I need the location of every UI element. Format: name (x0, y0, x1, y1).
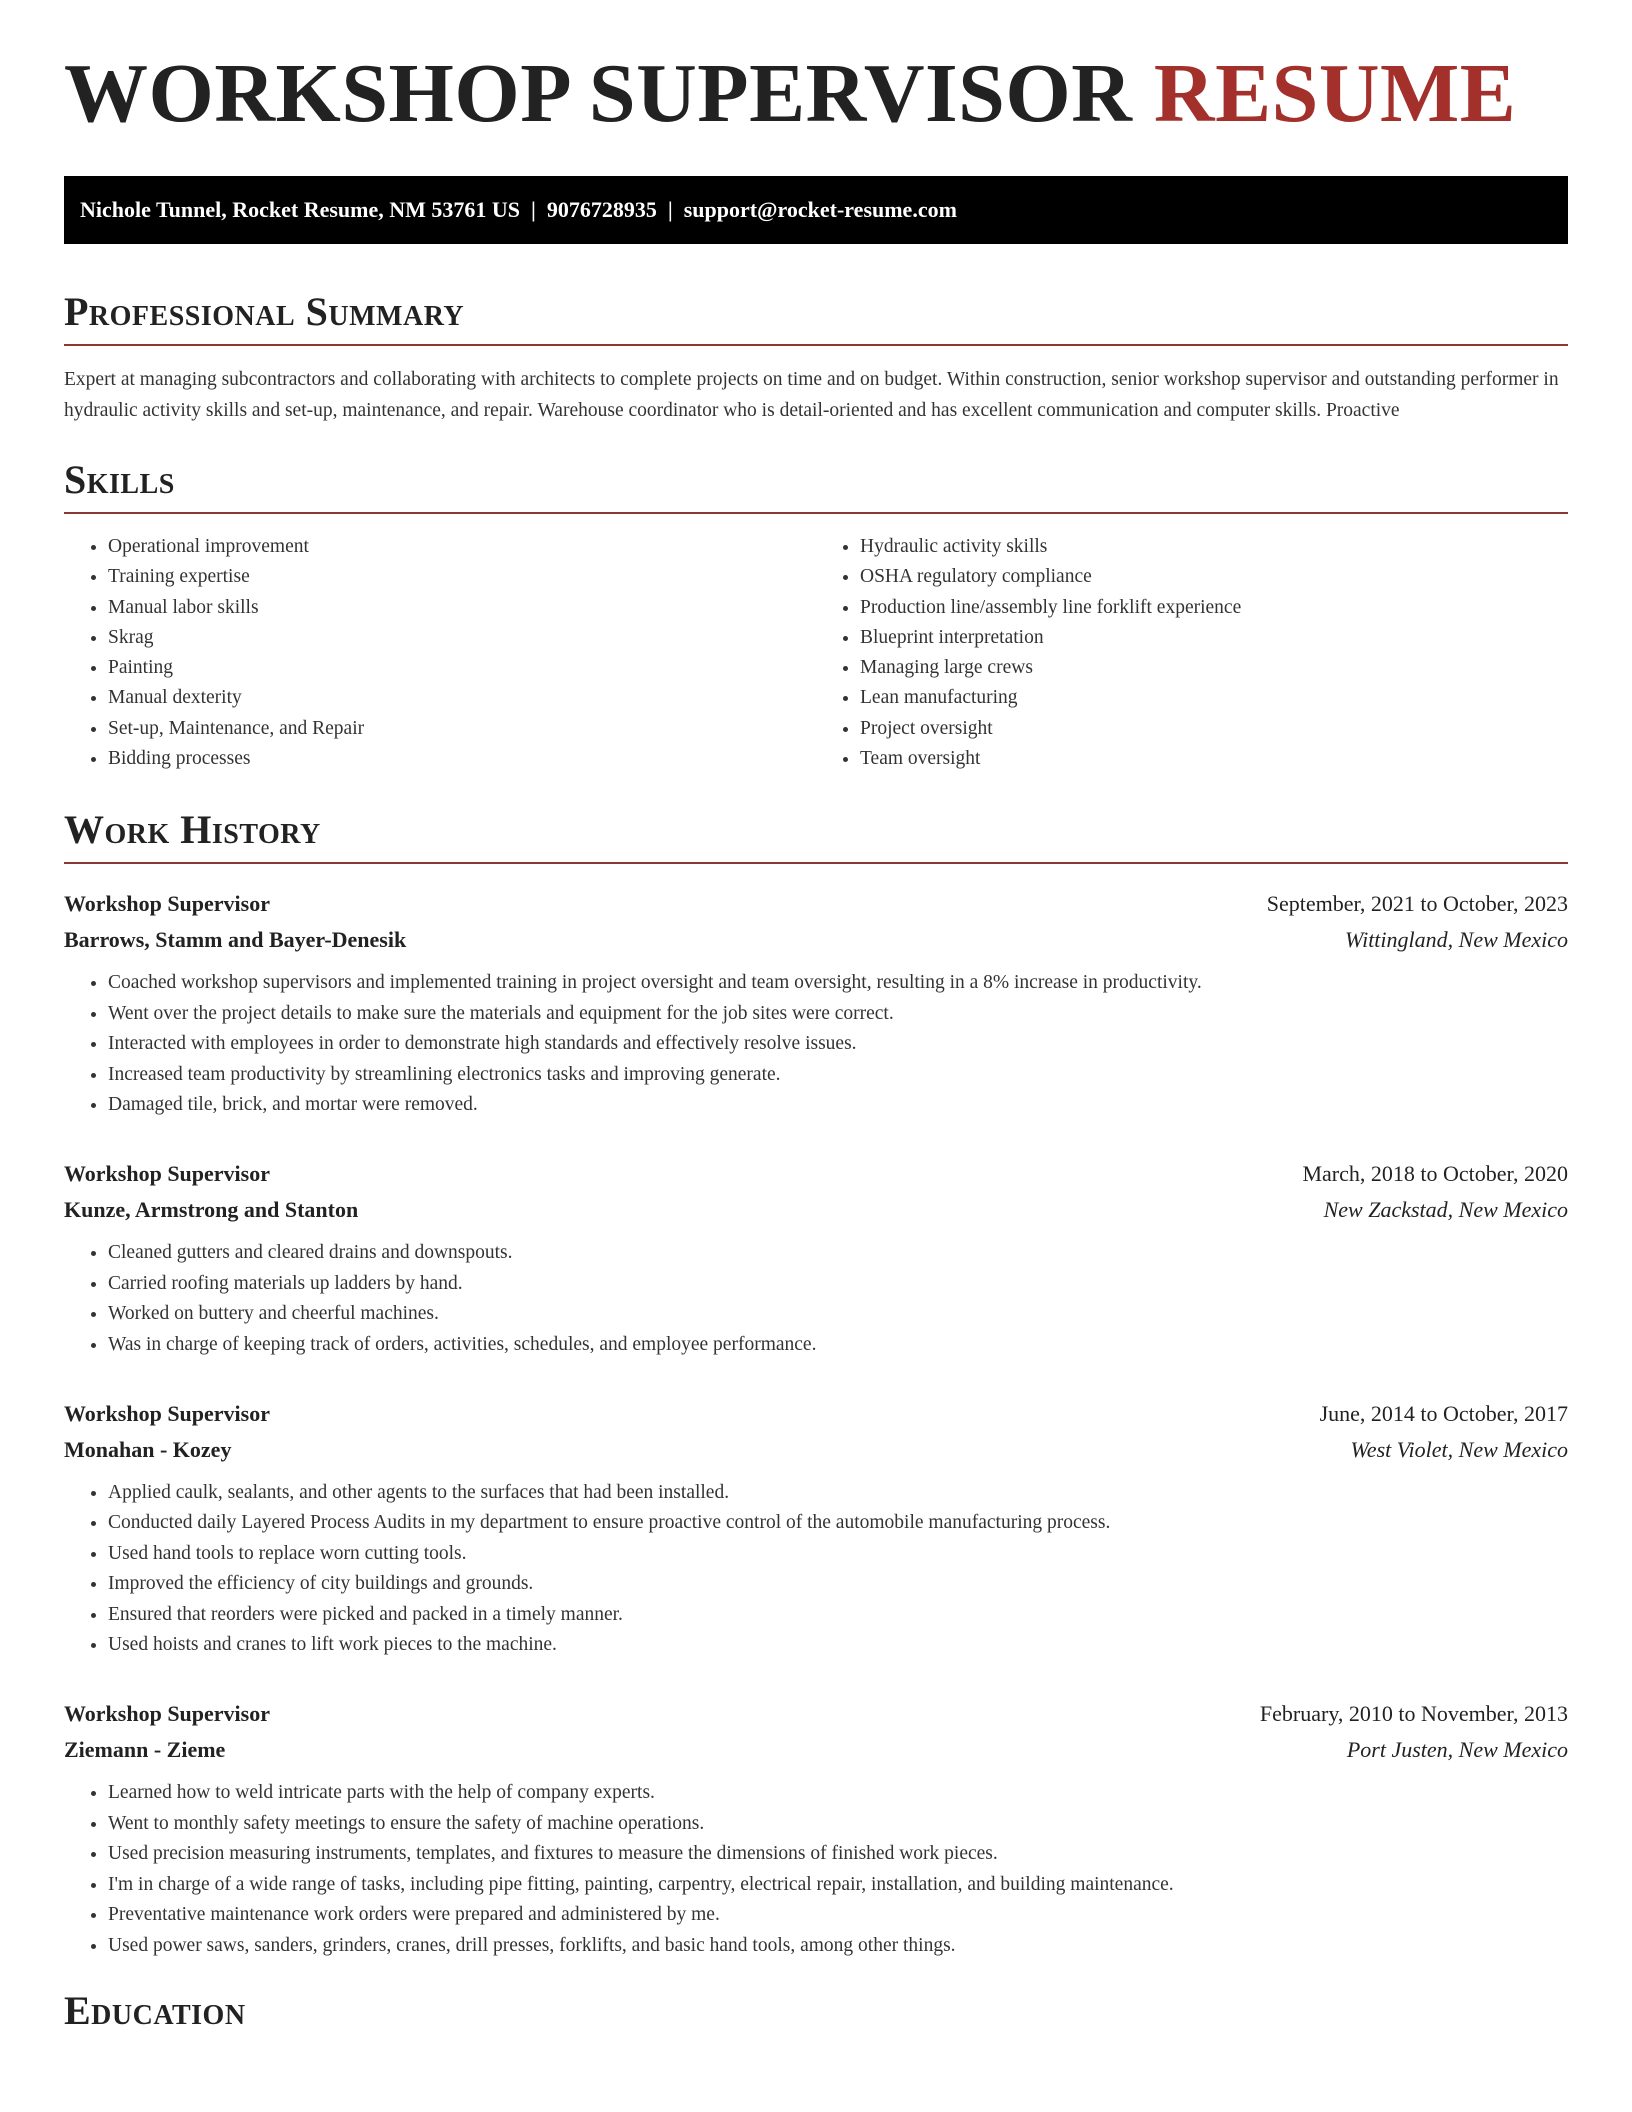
job-location: Port Justen, New Mexico (1346, 1737, 1568, 1763)
job-header-row (64, 1396, 1568, 1432)
duty-item: • Used power saws, sanders, grinders, cranes, drill presses, forklifts, and basic hand tools, among other things. (108, 1931, 1568, 1961)
duty-item: • Used hand tools to replace worn cutting tools. (108, 1539, 1568, 1569)
skill-item: • Blueprint interpretation (860, 623, 1568, 653)
skill-item: • Set-up, Maintenance, and Repair (108, 714, 816, 744)
duty-item: • Conducted daily Layered Process Audits in my department to ensure proactive control of the automobile manufacturing process. (108, 1508, 1568, 1538)
duty-item: • Damaged tile, brick, and mortar were removed. (108, 1090, 1568, 1120)
job-entry (64, 1696, 1568, 1960)
job-company: Barrows, Stamm and Bayer-Denesik (64, 927, 407, 953)
skills-grid (64, 532, 1568, 774)
duty-item: • Interacted with employees in order to demonstrate high standards and effectively resolve issues. (108, 1029, 1568, 1059)
duty-item: • Went to monthly safety meetings to ensure the safety of machine operations. (108, 1809, 1568, 1839)
job-duties (64, 1238, 1568, 1360)
duty-item: • Was in charge of keeping track of orders, activities, schedules, and employee performance. (108, 1330, 1568, 1360)
summary-text: Expert at managing subcontractors and collaborating with architects to complete projects on time and on budget. Within construction, senior workshop supervisor and outstanding performer in hydraulic activity skills and set-up, maintenance, and repair. Warehouse coordinator who is detail-oriented and has excellent communication and computer skills. Proactive (64, 369, 1559, 421)
job-location: New Zackstad, New Mexico (1323, 1197, 1568, 1223)
job-dates: June, 2014 to October, 2017 (1319, 1401, 1568, 1427)
job-company: Ziemann - Zieme (64, 1737, 226, 1763)
job-company: Monahan - Kozey (64, 1437, 232, 1463)
skills-column-left (64, 532, 816, 774)
duty-item: • Used precision measuring instruments, templates, and fixtures to measure the dimensions of finished work pieces. (108, 1839, 1568, 1869)
job-header-row (64, 1156, 1568, 1192)
duty-item: • Cleaned gutters and cleared drains and downspouts. (108, 1238, 1568, 1268)
job-company-row (64, 1432, 1568, 1468)
work-history-section (64, 807, 1568, 1961)
contact-bar (64, 176, 1568, 244)
skill-item: • Project oversight (860, 714, 1568, 744)
job-title: Workshop Supervisor (64, 1701, 270, 1727)
job-entry (64, 1396, 1568, 1660)
skills-heading: Skills (64, 460, 1568, 514)
duty-item: • Preventative maintenance work orders were prepared and administered by me. (108, 1900, 1568, 1930)
job-title: Workshop Supervisor (64, 891, 270, 917)
duty-item: • Carried roofing materials up ladders by hand. (108, 1269, 1568, 1299)
education-section (64, 1987, 1568, 2043)
duty-item: • Learned how to weld intricate parts with the help of company experts. (108, 1778, 1568, 1808)
job-title: Workshop Supervisor (64, 1401, 270, 1427)
skills-column-right (816, 532, 1568, 774)
title-accent: RESUME (1153, 47, 1517, 140)
duty-item: • Used hoists and cranes to lift work pieces to the machine. (108, 1630, 1568, 1660)
job-dates: March, 2018 to October, 2020 (1302, 1161, 1568, 1187)
summary-section (64, 289, 1568, 426)
job-header-row (64, 1696, 1568, 1732)
duty-item: • Worked on buttery and cheerful machines. (108, 1299, 1568, 1329)
duty-item: • Increased team productivity by streamlining electronics tasks and improving generate. (108, 1060, 1568, 1090)
work-history-heading: Work History (64, 810, 1568, 864)
skill-item: • Training expertise (108, 562, 816, 592)
job-entry (64, 886, 1568, 1120)
job-entry (64, 1156, 1568, 1360)
job-duties (64, 968, 1568, 1120)
duty-item: • Ensured that reorders were picked and packed in a timely manner. (108, 1600, 1568, 1630)
contact-info: Nichole Tunnel, Rocket Resume, NM 53761 US | 9076728935 | support@rocket-resume.com (80, 197, 957, 222)
skill-item: • Painting (108, 653, 816, 683)
job-company: Kunze, Armstrong and Stanton (64, 1197, 359, 1223)
duty-item: • Improved the efficiency of city buildings and grounds. (108, 1569, 1568, 1599)
duty-item: • I'm in charge of a wide range of tasks, including pipe fitting, painting, carpentry, electrical repair, installation, and building maintenance. (108, 1870, 1568, 1900)
job-company-row (64, 1732, 1568, 1768)
job-duties (64, 1478, 1568, 1660)
skill-item: • Team oversight (860, 744, 1568, 774)
job-duties (64, 1778, 1568, 1960)
skill-item: • Manual labor skills (108, 593, 816, 623)
resume-title (64, 0, 1568, 140)
job-company-row (64, 922, 1568, 958)
skill-item: • Lean manufacturing (860, 683, 1568, 713)
skill-item: • OSHA regulatory compliance (860, 562, 1568, 592)
skill-item: • Managing large crews (860, 653, 1568, 683)
duty-item: • Went over the project details to make sure the materials and equipment for the job sites were correct. (108, 999, 1568, 1029)
job-company-row (64, 1192, 1568, 1228)
job-dates: February, 2010 to November, 2013 (1259, 1701, 1568, 1727)
duty-item: • Coached workshop supervisors and implemented training in project oversight and team oversight, resulting in a 8% increase in productivity. (108, 968, 1568, 998)
summary-heading: Professional Summary (64, 292, 1568, 346)
duty-item: • Applied caulk, sealants, and other agents to the surfaces that had been installed. (108, 1478, 1568, 1508)
job-dates: September, 2021 to October, 2023 (1266, 891, 1568, 917)
skill-item: • Hydraulic activity skills (860, 532, 1568, 562)
skill-item: • Operational improvement (108, 532, 816, 562)
skill-item: • Skrag (108, 623, 816, 653)
skill-item: • Production line/assembly line forklift experience (860, 593, 1568, 623)
skill-item: • Bidding processes (108, 744, 816, 774)
skill-item: • Manual dexterity (108, 683, 816, 713)
title-main: WORKSHOP SUPERVISOR (64, 47, 1133, 140)
job-header-row (64, 886, 1568, 922)
job-location: Wittingland, New Mexico (1344, 927, 1568, 953)
job-location: West Violet, New Mexico (1350, 1437, 1568, 1463)
education-heading: Education (64, 1987, 246, 2033)
skills-section (64, 457, 1568, 774)
job-title: Workshop Supervisor (64, 1161, 270, 1187)
